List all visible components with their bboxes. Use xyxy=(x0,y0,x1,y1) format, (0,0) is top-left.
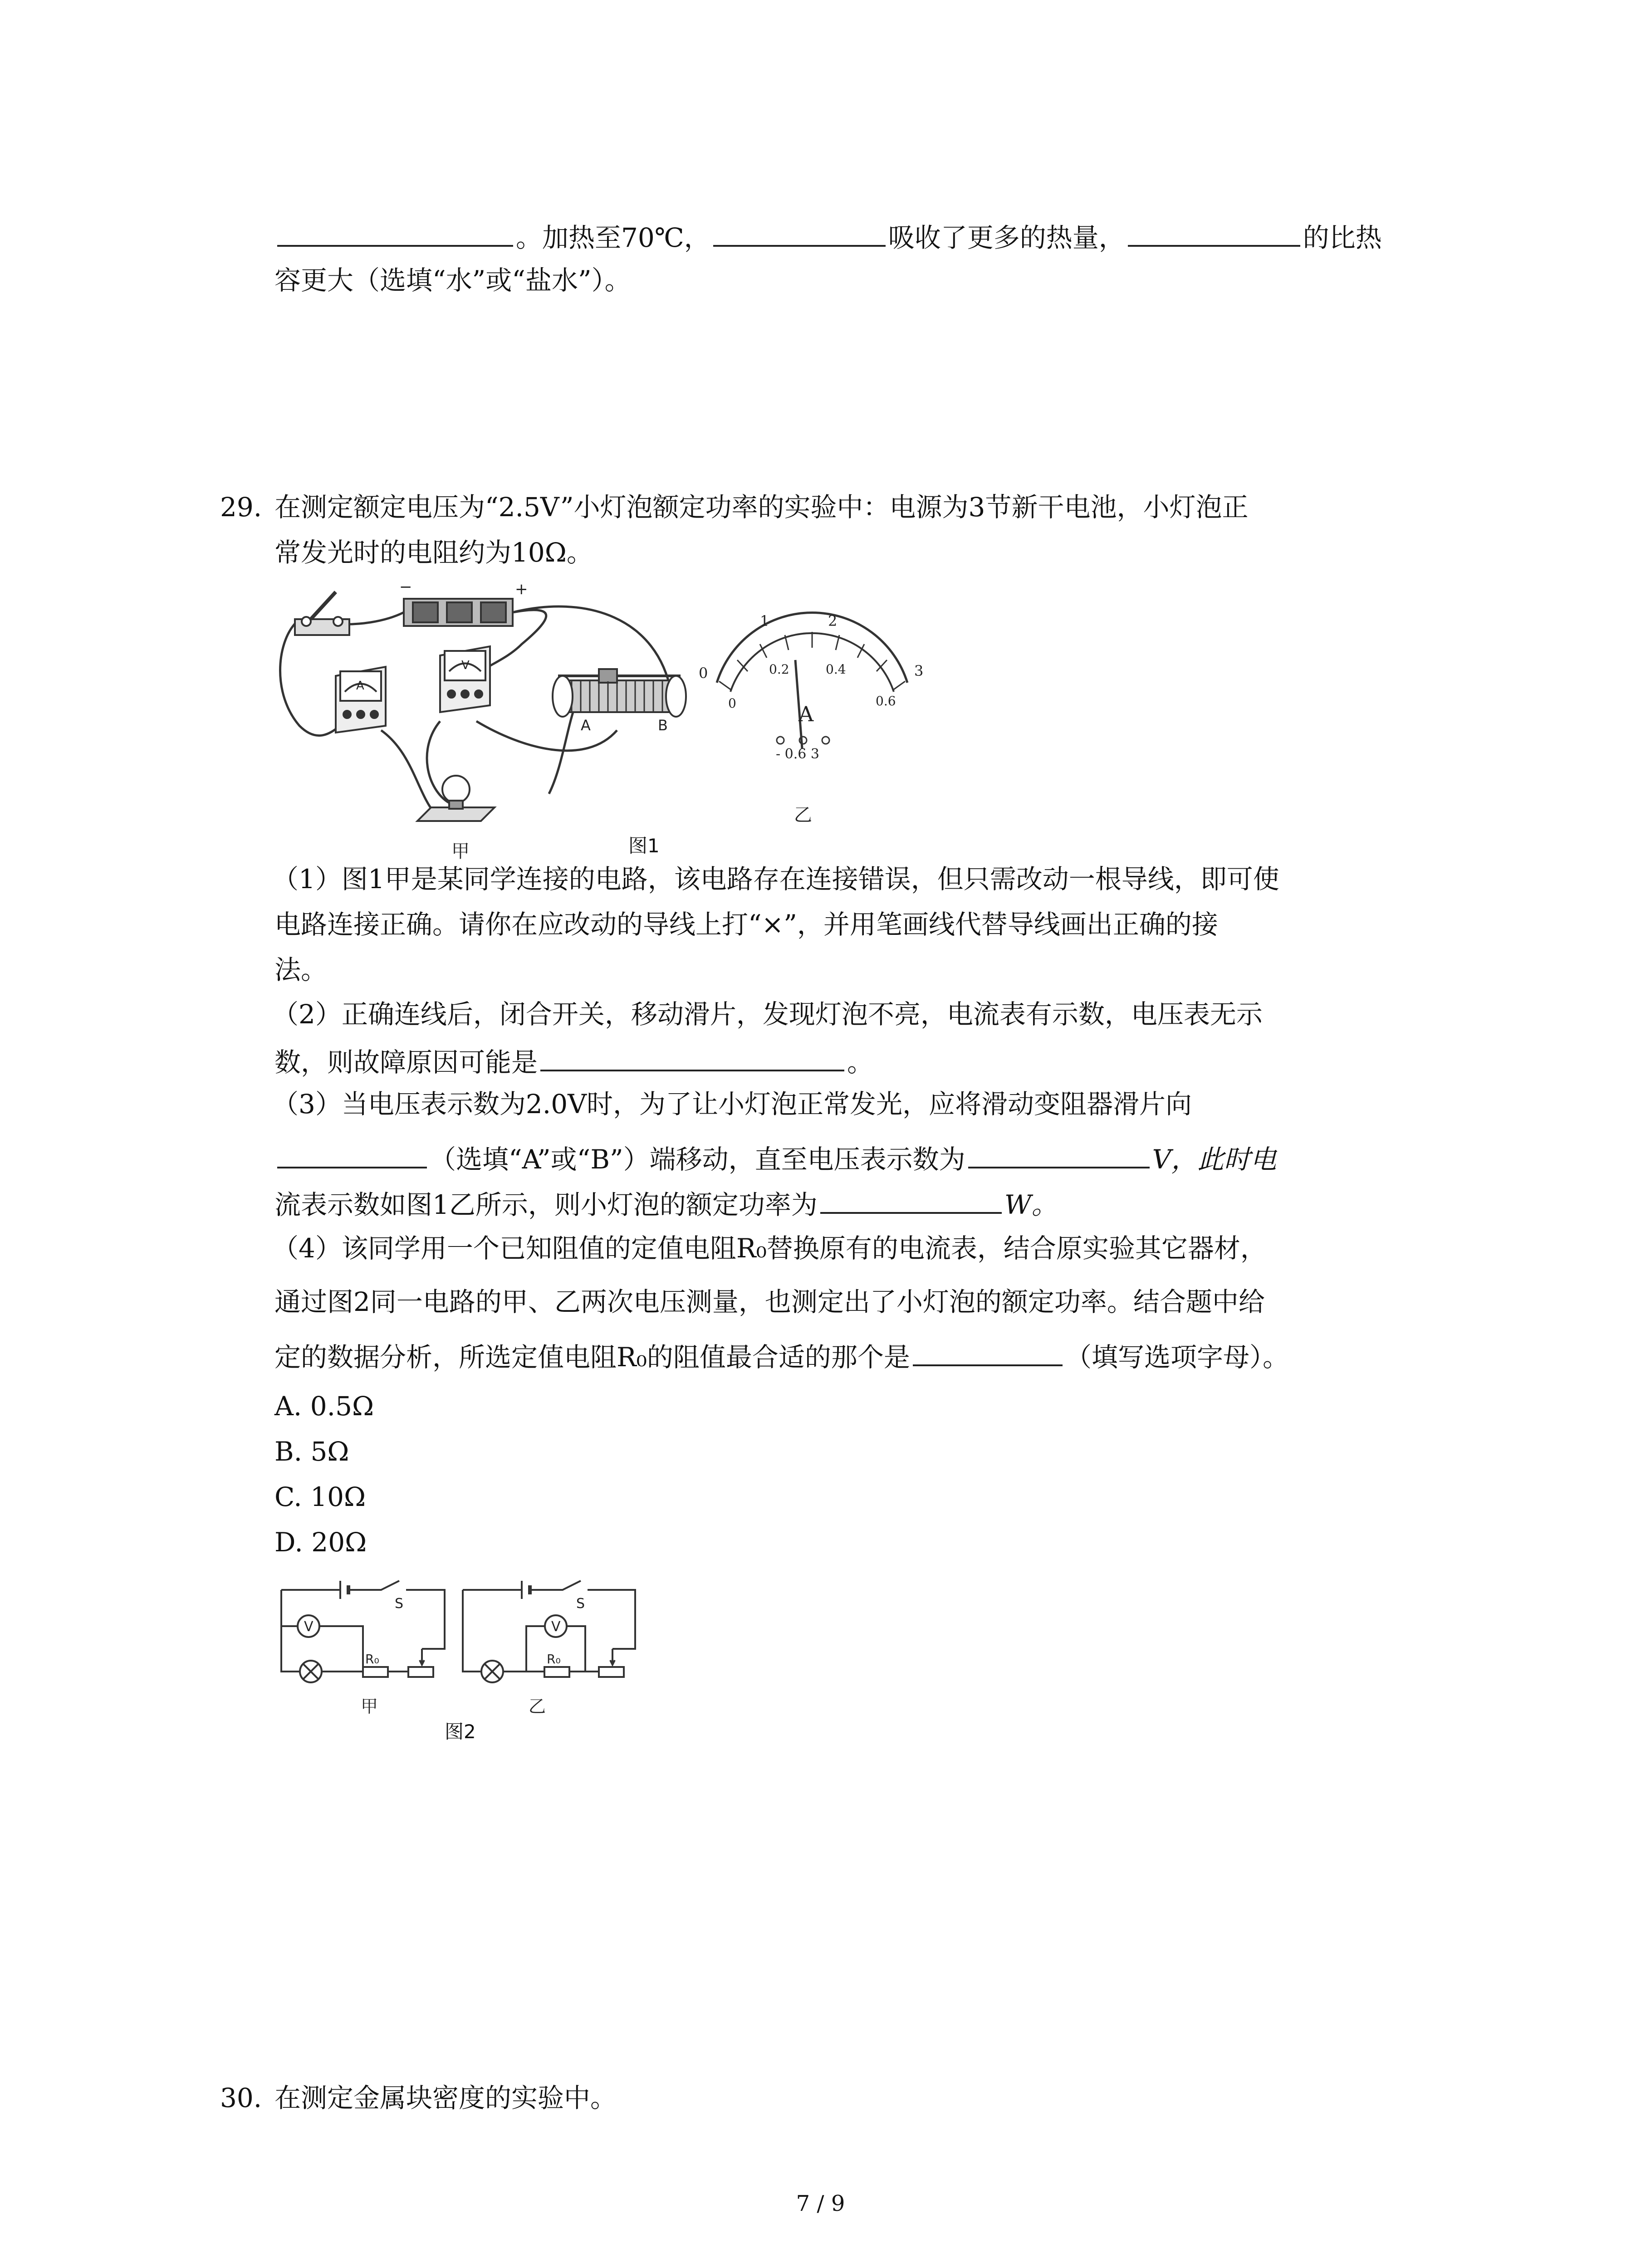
q29-p4-line-1: （4）该同学用一个已知阻值的定值电阻R₀替换原有的电流表，结合原实验其它器材， xyxy=(272,1233,1267,1264)
q29-p2-text: 数，则故障原因可能是 xyxy=(274,1047,538,1078)
q28-line-1 xyxy=(274,217,1382,256)
q29-p2-line-1: （2）正确连线后，闭合开关，移动滑片，发现灯泡不亮，电流表有示数，电压表无示 xyxy=(272,999,1263,1030)
q29-p4-text-a: 定的数据分析，所选定值电阻R₀的阻值最合适的那个是 xyxy=(274,1342,910,1373)
answer-blank[interactable] xyxy=(540,1041,844,1071)
figure-2-caption: 图2 xyxy=(445,1721,476,1743)
q30-stem: 在测定金属块密度的实验中。 xyxy=(274,2082,617,2113)
dial-top-3: 3 xyxy=(914,662,924,679)
q29-p3-line-2 xyxy=(274,1139,1276,1178)
svg-text:A: A xyxy=(356,679,364,693)
option-c[interactable]: C. 10Ω xyxy=(274,1481,366,1512)
q29-stem-line-2: 常发光时的电阻约为10Ω。 xyxy=(274,537,593,568)
rheostat-terminal-a: A xyxy=(581,717,591,734)
q28-text-b: 吸收了更多的热量， xyxy=(888,222,1125,253)
dial-symbol: A xyxy=(798,702,814,726)
rheostat-icon xyxy=(553,669,686,717)
q29-stem-line-1: 在测定额定电压为“2.5V”小灯泡额定功率的实验中：电源为3节新干电池，小灯泡正 xyxy=(274,492,1249,523)
dial-bottom-2: 0.4 xyxy=(826,662,846,677)
resistor-yi: R₀ xyxy=(547,1652,561,1667)
fig2-label-yi: 乙 xyxy=(529,1696,546,1716)
q29-p4-line-2: 通过图2同一电路的甲、乙两次电压测量，也测定出了小灯泡的额定功率。结合题中给 xyxy=(274,1286,1265,1317)
switch-jia: S xyxy=(395,1596,404,1612)
switch-icon xyxy=(295,592,349,635)
dial-top-0: 0 xyxy=(699,665,708,682)
q28-text-c: 的比热 xyxy=(1303,222,1382,253)
q29-p4-text-b: （填写选项字母）。 xyxy=(1065,1342,1289,1373)
circuit-diagram-jia xyxy=(268,576,948,866)
battery-plus: + xyxy=(515,580,528,598)
q28-line-2: 容更大（选填“水”或“盐水”）。 xyxy=(274,265,631,296)
q29-p3-text-d: W。 xyxy=(1004,1189,1058,1220)
page-number: 7 / 9 xyxy=(796,2191,845,2216)
voltmeter-yi: V xyxy=(551,1619,561,1635)
answer-blank[interactable] xyxy=(913,1336,1063,1366)
lamp-icon xyxy=(417,776,495,821)
answer-blank[interactable] xyxy=(968,1139,1150,1168)
q29-p1-line-1: （1）图1甲是某同学连接的电路，该电路存在连接错误，但只需改动一根导线，即可使 xyxy=(272,864,1279,894)
figure-2 xyxy=(272,1567,662,1730)
voltmeter-jia: V xyxy=(304,1619,314,1635)
ammeter-icon xyxy=(336,667,386,733)
q28-text-a: 。加热至70℃， xyxy=(516,222,710,253)
dial-bottom-3: 0.6 xyxy=(876,694,896,709)
fig1-label-jia: 甲 xyxy=(451,841,470,862)
fig1-label-yi: 乙 xyxy=(794,805,812,826)
answer-blank[interactable] xyxy=(277,1139,427,1168)
option-d[interactable]: D. 20Ω xyxy=(274,1527,367,1558)
answer-blank[interactable] xyxy=(820,1184,1002,1214)
q29-p2-line-2 xyxy=(274,1041,873,1080)
q29-p1-line-3: 法。 xyxy=(274,954,328,985)
circuit-diagram-yi-2 xyxy=(463,1581,635,1682)
q29-p3-line-1: （3）当电压表示数为2.0V时，为了让小灯泡正常发光，应将滑动变阻器滑片向 xyxy=(272,1089,1192,1119)
q29-p2-end: 。 xyxy=(847,1047,874,1078)
resistor-jia: R₀ xyxy=(365,1652,379,1667)
q29-p3-text-c: 流表示数如图1乙所示，则小灯泡的额定功率为 xyxy=(274,1189,818,1220)
battery-minus: − xyxy=(399,578,412,596)
dial-bottom-1: 0.2 xyxy=(769,662,789,677)
option-a[interactable]: A. 0.5Ω xyxy=(274,1391,374,1422)
option-b[interactable]: B. 5Ω xyxy=(274,1436,349,1467)
dial-top-2: 2 xyxy=(828,612,838,630)
q29-p3-line-3 xyxy=(274,1184,1058,1223)
svg-text:V: V xyxy=(461,659,470,672)
q30-number: 30. xyxy=(220,2082,262,2113)
battery-icon xyxy=(404,599,513,626)
figure-1-caption: 图1 xyxy=(628,835,660,857)
q29-p3-text-a: （选填“A”或“B”）端移动，直至电压表示数为 xyxy=(430,1144,965,1175)
answer-blank[interactable] xyxy=(1128,217,1300,247)
q29-p3-text-b: V，此时电 xyxy=(1152,1144,1277,1175)
q29-p4-line-3 xyxy=(274,1336,1289,1375)
dial-top-1: 1 xyxy=(760,612,769,630)
switch-yi: S xyxy=(576,1596,585,1612)
rheostat-terminal-b: B xyxy=(658,717,668,734)
dial-bottom-0: 0 xyxy=(728,696,736,711)
q29-number: 29. xyxy=(220,492,262,523)
ammeter-dial xyxy=(717,613,907,748)
q29-p1-line-2: 电路连接正确。请你在应改动的导线上打“×”，并用笔画线代替导线画出正确的接 xyxy=(274,909,1218,940)
fig2-label-jia: 甲 xyxy=(361,1696,378,1716)
answer-blank[interactable] xyxy=(713,217,886,247)
dial-terminals: - 0.6 3 xyxy=(776,746,820,762)
answer-blank[interactable] xyxy=(277,217,513,247)
voltmeter-icon xyxy=(440,646,490,712)
figure-1 xyxy=(268,576,948,866)
